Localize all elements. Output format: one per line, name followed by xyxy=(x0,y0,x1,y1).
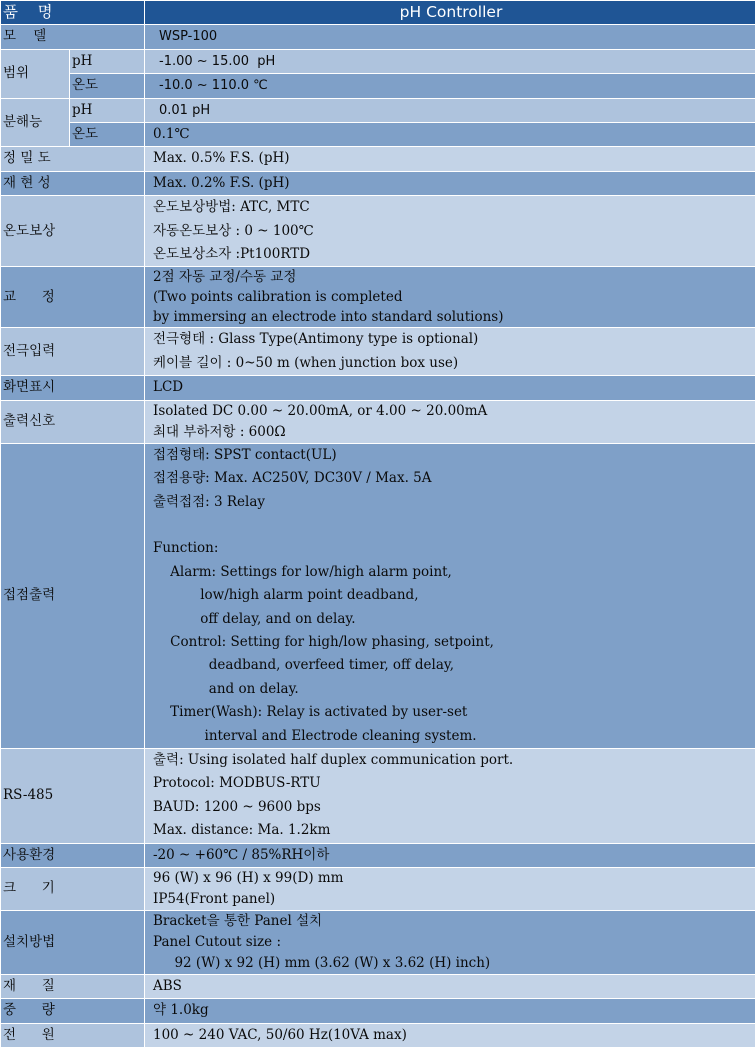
spec-line: deadband, overfeed timer, off delay, xyxy=(153,654,755,677)
spec-label: 전 원 xyxy=(1,1023,145,1047)
spec-row-temp-compensation xyxy=(1,196,755,267)
spec-sub-label: pH xyxy=(70,49,145,73)
spec-row-environment xyxy=(1,843,755,867)
spec-line: IP54(Front panel) xyxy=(153,889,755,910)
spec-row-range xyxy=(1,49,755,73)
spec-row-electrode-input xyxy=(1,328,755,376)
spec-line: BAUD: 1200 ~ 9600 bps xyxy=(153,796,755,819)
spec-value: LCD xyxy=(145,376,755,400)
spec-line: 출력: Using isolated half duplex communication port. xyxy=(153,749,755,772)
spec-row-resolution-temp xyxy=(1,123,755,147)
spec-line xyxy=(153,514,755,537)
spec-label: 접점출력 xyxy=(1,443,145,748)
spec-label: 모 델 xyxy=(1,25,145,49)
spec-value: -1.00 ~ 15.00 pH xyxy=(145,49,755,73)
spec-value: -10.0 ~ 110.0 ℃ xyxy=(145,74,755,98)
spec-row-rs485 xyxy=(1,748,755,843)
spec-value: 0.01 pH xyxy=(145,98,755,122)
spec-line: Function: xyxy=(153,537,755,560)
spec-line: 온도보상소자 :Pt100RTD xyxy=(153,243,755,266)
product-name-value: pH Controller xyxy=(145,1,755,25)
spec-value xyxy=(145,748,755,843)
spec-label: 재 현 성 xyxy=(1,171,145,195)
spec-label: 범위 xyxy=(1,49,70,98)
spec-row-relay-output xyxy=(1,443,755,748)
spec-line: interval and Electrode cleaning system. xyxy=(153,725,755,748)
spec-value xyxy=(145,196,755,267)
spec-line: and on delay. xyxy=(153,678,755,701)
spec-label: 중 량 xyxy=(1,999,145,1023)
spec-row-calibration xyxy=(1,267,755,328)
spec-sub-label: 온도 xyxy=(70,74,145,98)
spec-line: Max. distance: Ma. 1.2km xyxy=(153,819,755,842)
spec-row-accuracy xyxy=(1,147,755,171)
spec-row-power xyxy=(1,1023,755,1047)
spec-line: (Two points calibration is completed xyxy=(153,287,755,307)
spec-sub-label: pH xyxy=(70,98,145,122)
spec-value xyxy=(145,328,755,376)
spec-label: 설치방법 xyxy=(1,910,145,974)
spec-value: Max. 0.5% F.S. (pH) xyxy=(145,147,755,171)
spec-line: 96 (W) x 96 (H) x 99(D) mm xyxy=(153,868,755,889)
spec-row-model xyxy=(1,25,755,49)
spec-line: 케이블 길이 : 0~50 m (when junction box use) xyxy=(153,352,755,375)
spec-row-resolution xyxy=(1,98,755,122)
spec-line: Isolated DC 0.00 ~ 20.00mA, or 4.00 ~ 20.00mA xyxy=(153,401,755,422)
spec-row-material xyxy=(1,974,755,998)
spec-row-size xyxy=(1,867,755,910)
spec-line: 출력접점: 3 Relay xyxy=(153,491,755,514)
spec-sub-label: 온도 xyxy=(70,123,145,147)
spec-line: Timer(Wash): Relay is activated by user-set xyxy=(153,701,755,724)
spec-label: 분해능 xyxy=(1,98,70,147)
spec-row-range-temp xyxy=(1,74,755,98)
spec-value xyxy=(145,443,755,748)
spec-value xyxy=(145,867,755,910)
spec-label: 사용환경 xyxy=(1,843,145,867)
spec-value: 약 1.0kg xyxy=(145,999,755,1023)
spec-row-repeatability xyxy=(1,171,755,195)
spec-label: RS-485 xyxy=(1,748,145,843)
spec-line: 접점형태: SPST contact(UL) xyxy=(153,444,755,467)
spec-line: 전극형태 : Glass Type(Antimony type is optional) xyxy=(153,328,755,351)
spec-label: 정 밀 도 xyxy=(1,147,145,171)
spec-line: Panel Cutout size : xyxy=(153,932,755,953)
spec-label: 출력신호 xyxy=(1,400,145,443)
spec-line: 접점용량: Max. AC250V, DC30V / Max. 5A xyxy=(153,467,755,490)
spec-label: 교 정 xyxy=(1,267,145,328)
spec-line: 최대 부하저항 : 600Ω xyxy=(153,422,755,443)
spec-line: 자동온도보상 : 0 ~ 100℃ xyxy=(153,220,755,243)
spec-line: 92 (W) x 92 (H) mm (3.62 (W) x 3.62 (H) inch) xyxy=(153,953,755,974)
spec-value: ABS xyxy=(145,974,755,998)
spec-label: 재 질 xyxy=(1,974,145,998)
spec-line: by immersing an electrode into standard solutions) xyxy=(153,307,755,327)
spec-line: Control: Setting for high/low phasing, setpoint, xyxy=(153,631,755,654)
spec-value: -20 ~ +60℃ / 85%RH이하 xyxy=(145,843,755,867)
spec-line: Protocol: MODBUS-RTU xyxy=(153,772,755,795)
spec-value xyxy=(145,400,755,443)
spec-row-output-signal xyxy=(1,400,755,443)
header-row xyxy=(1,1,755,25)
spec-value xyxy=(145,267,755,328)
spec-value xyxy=(145,910,755,974)
spec-label: 전극입력 xyxy=(1,328,145,376)
product-name-label: 품 명 xyxy=(1,1,145,25)
spec-line: off delay, and on delay. xyxy=(153,608,755,631)
spec-row-weight xyxy=(1,999,755,1023)
spec-label: 화면표시 xyxy=(1,376,145,400)
spec-value: 100 ~ 240 VAC, 50/60 Hz(10VA max) xyxy=(145,1023,755,1047)
spec-value: Max. 0.2% F.S. (pH) xyxy=(145,171,755,195)
spec-line: Alarm: Settings for low/high alarm point, xyxy=(153,561,755,584)
spec-label: 크 기 xyxy=(1,867,145,910)
spec-line: 2점 자동 교정/수동 교정 xyxy=(153,267,755,287)
spec-value: 0.1℃ xyxy=(145,123,755,147)
spec-row-installation xyxy=(1,910,755,974)
spec-row-display xyxy=(1,376,755,400)
spec-line: 온도보상방법: ATC, MTC xyxy=(153,196,755,219)
spec-line: low/high alarm point deadband, xyxy=(153,584,755,607)
spec-line: Bracket을 통한 Panel 설치 xyxy=(153,911,755,932)
spec-value: WSP-100 xyxy=(145,25,755,49)
spec-label: 온도보상 xyxy=(1,196,145,267)
